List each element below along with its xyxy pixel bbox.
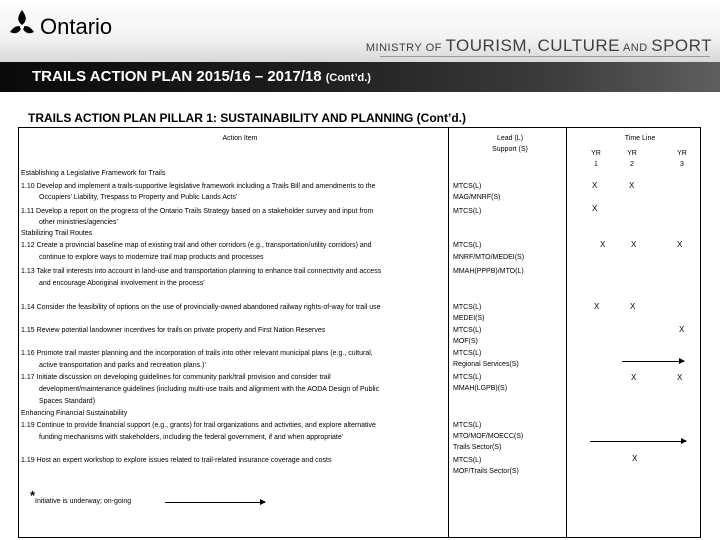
timeline-mark: X (600, 240, 606, 249)
legend-arrow (165, 502, 265, 503)
action-item-text: funding mechanisms with stakeholders, including the federal government, if and when appropriate’ (39, 434, 344, 441)
action-item-text: 1.19 Host an expert workshop to explore issues related to trail-related insurance coverage and costs (21, 457, 332, 464)
lead-support-text: MAG/MNRF(S) (453, 194, 501, 201)
action-item-text: 1.13 Take trail interests into account in land-use and transportation planning to enhance trail connectivity and access (21, 268, 382, 275)
header-yr1: YR 1 (591, 150, 601, 168)
lead-support-text: MOF/Trails Sector(S) (453, 468, 519, 475)
lead-support-text: MNRF/MTO/MEDEI(S) (453, 254, 525, 261)
lead-support-text: MTCS(L) (453, 183, 482, 190)
section-heading: Enhancing Financial Sustainability (21, 410, 128, 417)
action-item-text: 1.19 Continue to provide financial support (e.g., grants) for trail organizations and activities, and explore alternative (21, 422, 376, 429)
lead-support-text: MMAH(PPPB)/MTO(L) (453, 268, 524, 275)
timeline-mark: X (594, 302, 600, 311)
header-lead-support: Lead (L) Support (S) (492, 135, 528, 153)
lead-support-text: MTCS(L) (453, 208, 482, 215)
action-item-text: 1.12 Create a provincial baseline map of existing trail and other corridors (e.g., transportation/utility corridors) and (21, 242, 372, 249)
timeline-mark: X (630, 302, 636, 311)
pillar-title: TRAILS ACTION PLAN PILLAR 1: SUSTAINABILITY AND PLANNING (Cont’d.) (28, 111, 466, 125)
action-item-text: development/maintenance guidelines (including multi-use trails and alignment with the AODA Design of Public (39, 386, 380, 393)
header-yr3: YR 3 (677, 150, 687, 168)
legend-text: Initiative is underway; on-going (35, 498, 132, 505)
lead-support-text: MTCS(L) (453, 327, 482, 334)
column-divider (448, 127, 449, 538)
action-item-text: 1.15 Review potential landowner incentives for trails on private property and First Nation Reserves (21, 327, 326, 334)
action-item-text: 1.14 Consider the feasibility of options on the use of provincially-owned abandoned railway rights-of-way for trail use (21, 304, 381, 311)
action-item-text: continue to explore ways to modernize trail map products and processes (39, 254, 264, 261)
header-yr2: YR 2 (627, 150, 637, 168)
lead-support-text: MTCS(L) (453, 457, 482, 464)
header-timeline: Time Line (624, 135, 656, 142)
timeline-mark: X (677, 373, 683, 382)
action-item-text: Spaces Standard) (39, 398, 96, 405)
timeline-mark: X (631, 240, 637, 249)
lead-support-text: MTCS(L) (453, 350, 482, 357)
lead-support-text: MMAH(LGPB)(S) (453, 385, 508, 392)
lead-support-text: MEDEI(S) (453, 315, 485, 322)
page-title: TRAILS ACTION PLAN 2015/16 – 2017/18 (Cont’d.) (32, 68, 371, 85)
action-item-text: 1.16 Promote trail master planning and the incorporation of trails into other relevant municipal plans (e.g., cultural, (21, 350, 373, 357)
ministry-name: MINISTRY OF TOURISM, CULTURE AND SPORT (365, 36, 712, 55)
action-item-text: and encourage Aboriginal involvement in the process’ (39, 280, 205, 287)
lead-support-text: MTCS(L) (453, 422, 482, 429)
ongoing-arrow (590, 441, 686, 442)
lead-support-text: Trails Sector(S) (453, 444, 502, 451)
timeline-mark: X (629, 181, 635, 190)
timeline-mark: X (679, 325, 685, 334)
timeline-mark: X (592, 181, 598, 190)
action-item-text: other ministries/agencies’ (39, 219, 118, 226)
action-item-text: 1.10 Develop and implement a trails-supportive legislative framework including a Trails Bill and amendments to the (21, 183, 376, 190)
column-divider (566, 127, 567, 538)
timeline-mark: X (632, 454, 638, 463)
header-divider (380, 56, 710, 57)
action-item-text: 1.11 Develop a report on the progress of the Ontario Trails Strategy based on a stakeholder survey and input from (21, 208, 374, 215)
lead-support-text: Regional Services(S) (453, 361, 519, 368)
ongoing-arrow (622, 361, 684, 362)
timeline-mark: X (631, 373, 637, 382)
section-heading: Stabilizing Trail Routes (21, 230, 93, 237)
lead-support-text: MTCS(L) (453, 304, 482, 311)
action-item-text: active transportation and parks and recreation plans.)’ (39, 362, 206, 369)
title-banner (0, 62, 720, 92)
lead-support-text: MOF(S) (453, 338, 478, 345)
header-action-item: Action Item (222, 135, 258, 142)
timeline-mark: X (592, 204, 598, 213)
timeline-mark: X (677, 240, 683, 249)
lead-support-text: MTO/MOF/MOECC(S) (453, 433, 524, 440)
action-item-text: 1.17 Initiate discussion on developing guidelines for community park/trail provision and consider trail (21, 374, 331, 381)
lead-support-text: MTCS(L) (453, 374, 482, 381)
page-header (0, 0, 720, 62)
section-heading: Establishing a Legislative Framework for Trails (21, 170, 166, 177)
svg-text:Ontario: Ontario (40, 14, 113, 39)
legend-asterisk: * (30, 488, 36, 503)
trillium-icon (10, 10, 34, 33)
ontario-logo (6, 6, 136, 46)
action-item-text: Occupiers’ Liability, Trespass to Property and Public Lands Acts’ (39, 194, 238, 201)
lead-support-text: MTCS(L) (453, 242, 482, 249)
